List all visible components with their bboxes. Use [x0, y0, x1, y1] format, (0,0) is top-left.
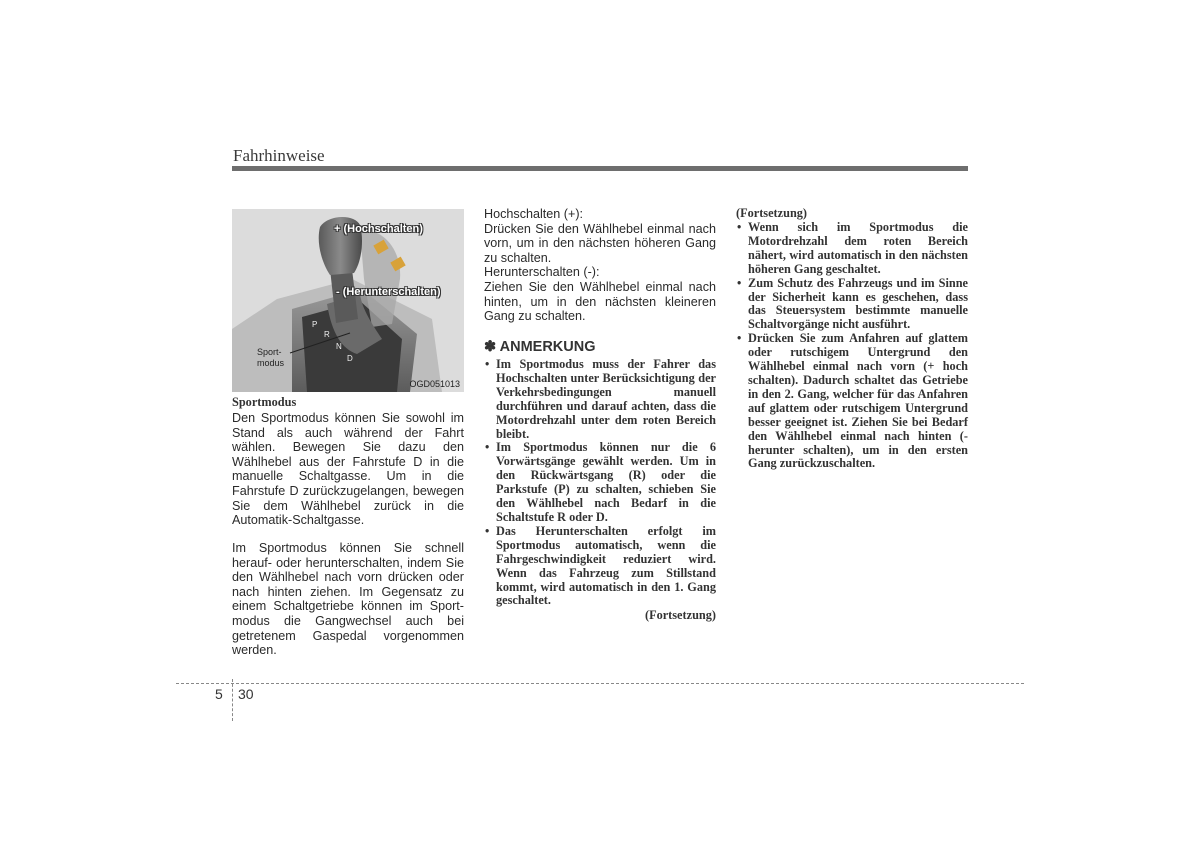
section-title: Fahrhinweise: [233, 146, 325, 165]
note-item: • Zum Schutz des Fahrzeugs und im Sinne der Sicherheit kann es geschehen, dass das Steuersystem bestimmte manuelle Schaltvorgänge nicht ausführt.: [736, 277, 968, 333]
figure-code: OGD051013: [409, 379, 460, 389]
continued-marker: (Fortsetzung): [644, 608, 716, 622]
sport-mode-heading: Sportmodus: [232, 395, 297, 409]
gate-letter-n: N: [336, 342, 342, 351]
chapter-number: 5: [215, 686, 223, 702]
note-item: • Das Herunterschalten erfolgt im Sportmodus automatisch, wenn die Fahrgeschwindigkeit reduziert wird. Wenn das Fahrzeug zum Stillstand kommt, wird automatisch in den 1. Gang geschaltet.: [484, 525, 716, 608]
note-list-continued: [736, 221, 968, 471]
note-item: • Im Sportmodus können nur die 6 Vorwärtsgänge gewählt werden. Um in den Rückwärtsgang (R) oder die Parkstufe (P) zu schalten, schieben Sie den Wählhebel nach Bedarf in die Schaltstufe R oder D.: [484, 441, 716, 524]
gate-letter-p: P: [312, 320, 318, 329]
note-list: [484, 358, 716, 608]
note-item: • Drücken Sie zum Anfahren auf glattem oder rutschigem Untergrund den Wählhebel einmal nach vorn (+ hoch schalten). Dadurch schaltet das Getriebe in den 2. Gang, welcher für das Anfahren auf glattem oder rutschigem Untergrund besser geeignet ist. Ziehen Sie bei Bedarf den Wählhebel einmal nach hinten (- herunter schalten), um in den ersten Gang zurückzuschalten.: [736, 332, 968, 471]
note-item: • Wenn sich im Sportmodus die Motordrehzahl dem roten Bereich nähert, wird automatisch in den nächsten höheren Gang geschaltet.: [736, 221, 968, 277]
downshift-text: Ziehen Sie den Wählhebel einmal nach hinten, um in den nächsten kleineren Gang zu schalten.: [484, 279, 716, 324]
downshift-label: - (Herunterschalten): [336, 286, 441, 298]
sport-mode-paragraph-2: Im Sportmodus können Sie schnell herauf- oder herunterschalten, indem Sie den Wählhebel nach vorn drücken oder nach hinten ziehen. Im Gegensatz zu einem Schaltgetriebe können im Sport-modus die Gangwechsel auch bei getretenem Gaspedal vorgenommen werden.: [232, 541, 464, 658]
upshift-title: Hochschalten (+):: [484, 207, 584, 221]
upshift-label: + (Hochschalten): [334, 223, 423, 235]
shift-instructions: [484, 207, 716, 324]
note-heading: ✽ ANMERKUNG: [484, 339, 596, 355]
continuation-marker: (Fortsetzung): [736, 206, 808, 220]
sport-mode-label: [257, 347, 297, 369]
sport-mode-paragraph-1: Den Sportmodus können Sie sowohl im Stand als auch während der Fahrt wählen. Bewegen Sie dazu den Wählhebel aus der Fahrstufe D in die manuelle Schaltgasse. Um in die Fahrstufe D zurückzugelangen, bewegen Sie dem Wählhebel zurück in die Automatik-Schaltgasse.: [232, 411, 464, 528]
upshift-text: Drücken Sie den Wählhebel einmal nach vorn, um in den nächsten höheren Gang zu schalten.: [484, 221, 716, 265]
footer-divider: [232, 679, 233, 721]
gate-letter-r: R: [324, 330, 330, 339]
gear-selector-illustration: [232, 209, 464, 392]
note-item: • Im Sportmodus muss der Fahrer das Hochschalten unter Berücksichtigung der Verkehrsbedingungen manuell durchführen und darauf achten, dass die Motordrehzahl unter dem roten Bereich bleibt.: [484, 358, 716, 441]
downshift-title: Herunterschalten (-):: [484, 265, 600, 280]
sport-mode-label-text: Sport- modus: [257, 347, 285, 368]
header-rule: [232, 166, 968, 171]
page-number: 30: [238, 686, 254, 702]
gate-letter-d: D: [347, 354, 353, 363]
footer-rule: [176, 683, 1024, 684]
